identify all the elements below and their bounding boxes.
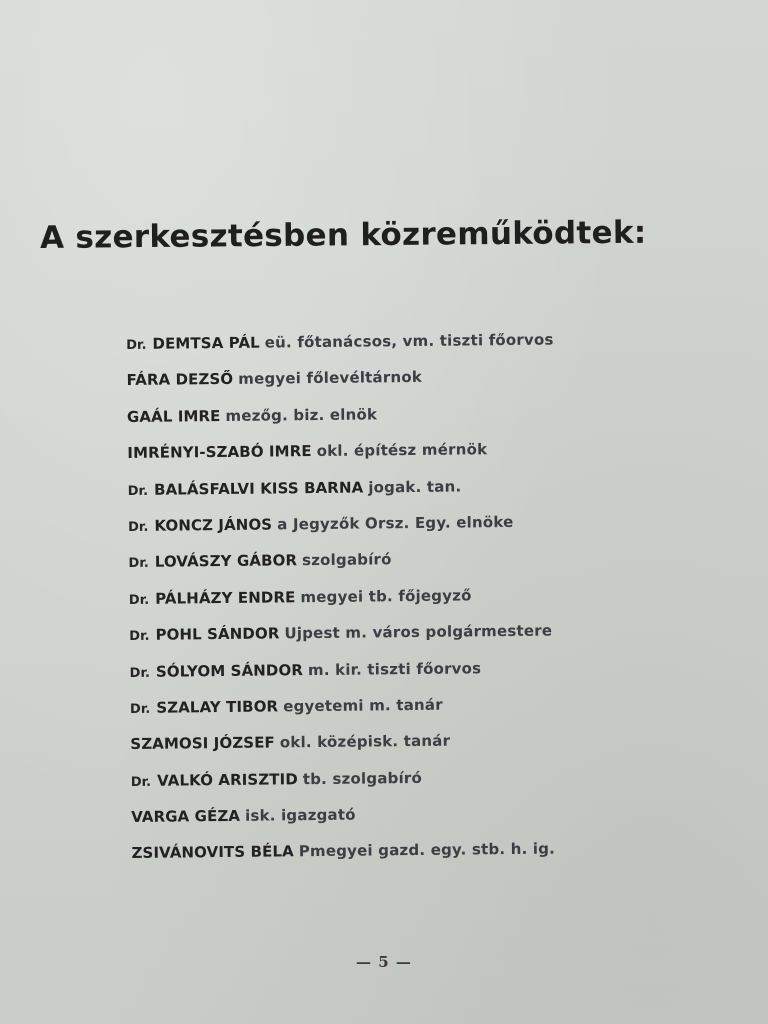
contributor-prefix: Dr. <box>128 592 150 608</box>
contributor-title: megyei főlevéltárnok <box>238 368 423 389</box>
contributor-name: VARGA GÉZA <box>131 806 241 827</box>
contributor-name: LOVÁSZY GÁBOR <box>154 551 298 572</box>
contributor-name: SÓLYOM SÁNDOR <box>155 660 304 681</box>
contributor-title: mezőg. biz. elnök <box>225 405 378 425</box>
contributor-prefix: Dr. <box>129 701 151 717</box>
page-number: — 5 — <box>356 953 412 971</box>
contributor-title: Ujpest m. város polgármestere <box>284 621 553 643</box>
contributor-name: ZSIVÁNOVITS BÉLA <box>131 842 294 863</box>
contributor-prefix: Dr. <box>129 665 151 681</box>
contributor-item <box>128 538 728 581</box>
contributor-title: egyetemi m. tanár <box>283 695 443 716</box>
contributor-item <box>131 829 731 872</box>
contributor-item <box>129 574 729 617</box>
contributor-item <box>131 793 731 836</box>
contributor-title: a Jegyzők Orsz. Egy. elnöke <box>277 512 514 534</box>
contributor-item <box>131 756 731 799</box>
contributor-title: Pmegyei gazd. egy. stb. h. ig. <box>298 840 556 861</box>
contributor-name: BALÁSFALVI KISS BARNA <box>153 478 364 499</box>
contributor-title: szolgabíró <box>301 550 392 570</box>
contributor-title: okl. középisk. tanár <box>279 731 451 752</box>
contributor-name: PÁLHÁZY ENDRE <box>155 587 296 608</box>
contributor-title: eü. főtanácsos, vm. tiszti főorvos <box>264 330 554 352</box>
contributor-name: DEMTSA PÁL <box>152 333 260 353</box>
contributor-prefix: Dr. <box>130 774 152 790</box>
contributor-prefix: Dr. <box>127 483 149 499</box>
contributor-item <box>126 356 726 399</box>
page-heading: A szerkesztésben közreműködtek: <box>39 214 647 256</box>
contributor-name: POHL SÁNDOR <box>155 624 280 644</box>
contributor-item <box>130 684 730 727</box>
contributor-list <box>126 320 732 872</box>
contributor-item <box>128 465 728 508</box>
contributor-name: IMRÉNYI-SZABÓ IMRE <box>127 442 312 463</box>
contributor-name: FÁRA DEZSŐ <box>126 370 234 390</box>
contributor-name: GAÁL IMRE <box>126 406 221 426</box>
contributor-title: megyei tb. főjegyző <box>300 586 472 606</box>
contributor-prefix: Dr. <box>128 519 149 535</box>
contributor-item <box>129 611 729 654</box>
contributor-item <box>126 320 726 363</box>
contributor-name: SZALAY TIBOR <box>156 697 279 717</box>
contributor-title: isk. igazgató <box>244 805 356 825</box>
contributor-item <box>129 647 729 690</box>
contributor-title: tb. szolgabíró <box>302 768 423 788</box>
contributor-name: SZAMOSI JÓZSEF <box>130 733 275 754</box>
contributor-item <box>130 720 730 763</box>
contributor-prefix: Dr. <box>129 628 150 645</box>
contributor-item <box>127 392 727 435</box>
contributor-title: okl. építész mérnök <box>316 440 488 461</box>
contributor-name: VALKÓ ARISZTID <box>156 769 298 790</box>
contributor-title: m. kir. tiszti főorvos <box>307 658 482 679</box>
contributor-title: jogak. tan. <box>368 477 462 497</box>
contributor-prefix: Dr. <box>126 337 147 353</box>
contributor-name: KONCZ JÁNOS <box>154 515 273 535</box>
contributor-item <box>127 429 727 472</box>
contributor-item <box>128 502 728 545</box>
contributor-prefix: Dr. <box>128 556 149 572</box>
